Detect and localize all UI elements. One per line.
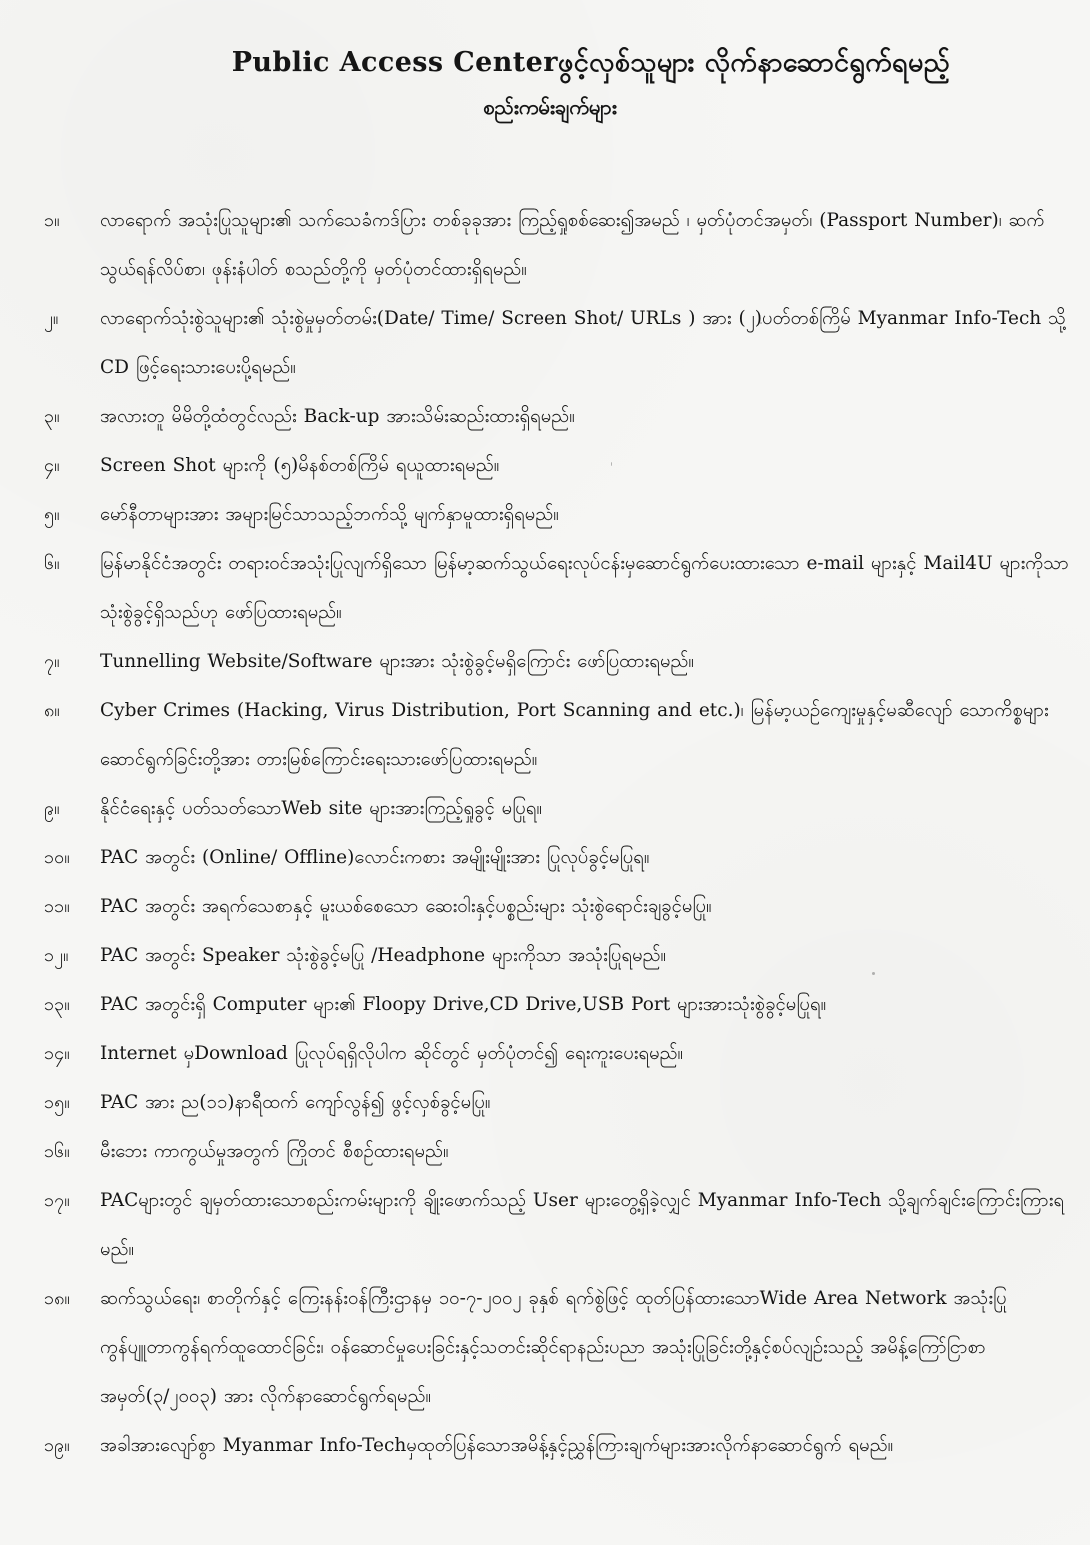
rule-item <box>44 294 1070 392</box>
rule-item <box>44 1274 1070 1421</box>
rule-number: ၁၇။ <box>44 1190 70 1211</box>
rule-text: PAC အား ည(၁၁)နာရီထက် ကျော်လွန်၍ ဖွင့်လှစ်ခွင့်မပြု။ <box>100 1092 491 1113</box>
rule-text: အခါအားလျော်စွာ Myanmar Info-Techမှထုတ်ပြန်သောအမိန့်နှင့်ညွှန်ကြားချက်များအားလိုက်နာဆောင်ရွက် ရမည်။ <box>100 1435 894 1456</box>
rule-text: မော်နီတာများအား အများမြင်သာသည့်ဘက်သို့ မျက်နှာမူထားရှိရမည်။ <box>100 504 559 525</box>
scan-dust-mark <box>872 972 875 975</box>
rule-item <box>44 931 1070 980</box>
rules-list <box>44 196 1070 1519</box>
rule-text: PAC အတွင်းရှိ Computer များ၏ Floopy Drive,CD Drive,USB Port များအားသုံးစွဲခွင့်မပြုရ။ <box>100 994 827 1015</box>
rule-text: မြန်မာနိုင်ငံအတွင်း တရားဝင်အသုံးပြုလျက်ရှိသော မြန်မာ့ဆက်သွယ်ရေးလုပ်ငန်းမှဆောင်ရွက်ပေးထားသော e-mail များနှင့် Mail4U များကိုသာသုံးစွဲခွင့်ရှိသည်ဟု ဖော်ပြထားရမည်။ <box>100 553 1069 623</box>
rule-number: ၁၆။ <box>44 1141 70 1162</box>
rule-item <box>44 441 1070 490</box>
rule-item <box>44 1078 1070 1127</box>
rule-text: နိုင်ငံရေးနှင့် ပတ်သတ်သောWeb site များအားကြည့်ရှုခွင့် မပြုရ။ <box>100 798 543 819</box>
rule-number: ၁၃။ <box>44 994 70 1015</box>
rule-item <box>44 539 1070 637</box>
rule-number: ၁၂။ <box>44 945 69 966</box>
rule-item <box>44 784 1070 833</box>
rule-item <box>44 882 1070 931</box>
rule-number: ၅။ <box>44 504 60 525</box>
rule-number: ၄။ <box>44 455 60 476</box>
rule-item <box>44 1176 1070 1274</box>
scan-dust-mark <box>760 322 762 324</box>
rule-text: PACများတွင် ချမှတ်ထားသောစည်းကမ်းများကို ချိုးဖောက်သည့် User များတွေ့ရှိခဲ့လျှင် Myanmar Info-Tech သို့ချက်ချင်းကြောင်းကြားရမည်။ <box>100 1190 1065 1260</box>
rule-number: ၁၀။ <box>44 847 70 868</box>
rule-item <box>44 392 1070 441</box>
rule-item <box>44 1421 1070 1519</box>
rule-text: ဆက်သွယ်ရေး၊ စာတိုက်နှင့် ကြေးနန်းဝန်ကြီးဌာနမှ ၁၀-၇-၂၀၀၂ ခုနှစ် ရက်စွဲဖြင့် ထုတ်ပြန်ထားသောWide Area Network အသုံးပြုကွန်ပျူတာကွန်ရက်ထူထောင်ခြင်း၊ ဝန်ဆောင်မှုပေးခြင်းနှင့်သတင်းဆိုင်ရာနည်းပညာ အသုံးပြုခြင်းတို့နှင့်စပ်လျဉ်းသည့် အမိန့်ကြော်ငြာစာအမှတ်(၃/၂၀၀၃) အား လိုက်နာဆောင်ရွက်ရမည်။ <box>100 1288 1007 1407</box>
document-subtitle: စည်းကမ်းချက်များ <box>483 95 617 119</box>
rule-number: ၆။ <box>44 553 60 574</box>
rule-number: ၁၅။ <box>44 1092 70 1113</box>
rule-number: ၉။ <box>44 798 60 819</box>
rule-text: PAC အတွင်း အရက်သေစာနှင့် မူးယစ်စေသော ဆေးဝါးနှင့်ပစ္စည်းများ သုံးစွဲရောင်းချခွင့်မပြု။ <box>100 896 712 917</box>
rule-item <box>44 686 1070 784</box>
rule-number: ၁။ <box>44 210 60 231</box>
document-title: Public Access Centerဖွင့်လှစ်သူများ လိုက်နာဆောင်ရွက်ရမည့် <box>231 47 951 78</box>
rule-number: ၃။ <box>44 406 60 427</box>
rule-item <box>44 833 1070 882</box>
rule-item <box>44 637 1070 686</box>
rule-number: ၁၄။ <box>44 1043 70 1064</box>
rule-text: Internet မှDownload ပြုလုပ်ရရှိလိုပါက ဆိုင်တွင် မှတ်ပုံတင်၍ ရေးကူးပေးရမည်။ <box>100 1043 684 1064</box>
rule-text: PAC အတွင်း (Online/ Offline)လောင်းကစား အမျိုးမျိုးအား ပြုလုပ်ခွင့်မပြုရ။ <box>100 847 650 868</box>
scan-dust-mark <box>611 462 612 466</box>
rule-text: မီးဘေး ကာကွယ်မှုအတွက် ကြိုတင် စီစဉ်ထားရမည်။ <box>100 1141 449 1162</box>
rule-number: ၁၉။ <box>44 1435 70 1456</box>
rule-text: အလားတူ မိမိတို့ထံတွင်လည်း Back-up အားသိမ်းဆည်းထားရှိရမည်။ <box>100 406 575 427</box>
rule-text: PAC အတွင်း Speaker သုံးစွဲခွင့်မပြု /Headphone များကိုသာ အသုံးပြုရမည်။ <box>100 945 667 966</box>
rule-text: Tunnelling Website/Software များအား သုံးစွဲခွင့်မရှိကြောင်း ဖော်ပြထားရမည်။ <box>100 651 694 672</box>
rule-text: လာရောက် အသုံးပြုသူများ၏ သက်သေခံကဒ်ပြား တစ်ခုခုအား ကြည့်ရှုစစ်ဆေး၍အမည် ၊ မှတ်ပုံတင်အမှတ်၊ (Passport Number)၊ ဆက်သွယ်ရန်လိပ်စာ၊ ဖုန်းနံပါတ် စသည်တို့ကို မှတ်ပုံတင်ထားရှိရမည်။ <box>100 210 1045 280</box>
rule-text: Screen Shot များကို (၅)မိနစ်တစ်ကြိမ် ရယူထားရမည်။ <box>100 455 500 476</box>
rule-item <box>44 1029 1070 1078</box>
rule-number: ၇။ <box>44 651 60 672</box>
rule-item <box>44 490 1070 539</box>
rule-text: လာရောက်သုံးစွဲသူများ၏ သုံးစွဲမှုမှတ်တမ်း(Date/ Time/ Screen Shot/ URLs ) အား (၂)ပတ်တစ်ကြိမ် Myanmar Info-Tech သို့ CD ဖြင့်ရေးသားပေးပို့ရမည်။ <box>100 308 1066 378</box>
rule-number: ၁၁။ <box>44 896 70 917</box>
document-header <box>0 44 1090 124</box>
rule-item <box>44 1127 1070 1176</box>
rule-number: ၈။ <box>44 700 60 721</box>
rule-item <box>44 980 1070 1029</box>
rule-number: ၁၈။ <box>44 1288 70 1309</box>
rule-item <box>44 196 1070 294</box>
rule-text: Cyber Crimes (Hacking, Virus Distribution, Port Scanning and etc.)၊ မြန်မာ့ယဉ်ကျေးမှုနှင့်မဆီလျော် သောကိစ္စများဆောင်ရွက်ခြင်းတို့အား တားမြစ်ကြောင်းရေးသားဖော်ပြထားရမည်။ <box>100 700 1049 770</box>
rule-number: ၂။ <box>44 308 59 329</box>
